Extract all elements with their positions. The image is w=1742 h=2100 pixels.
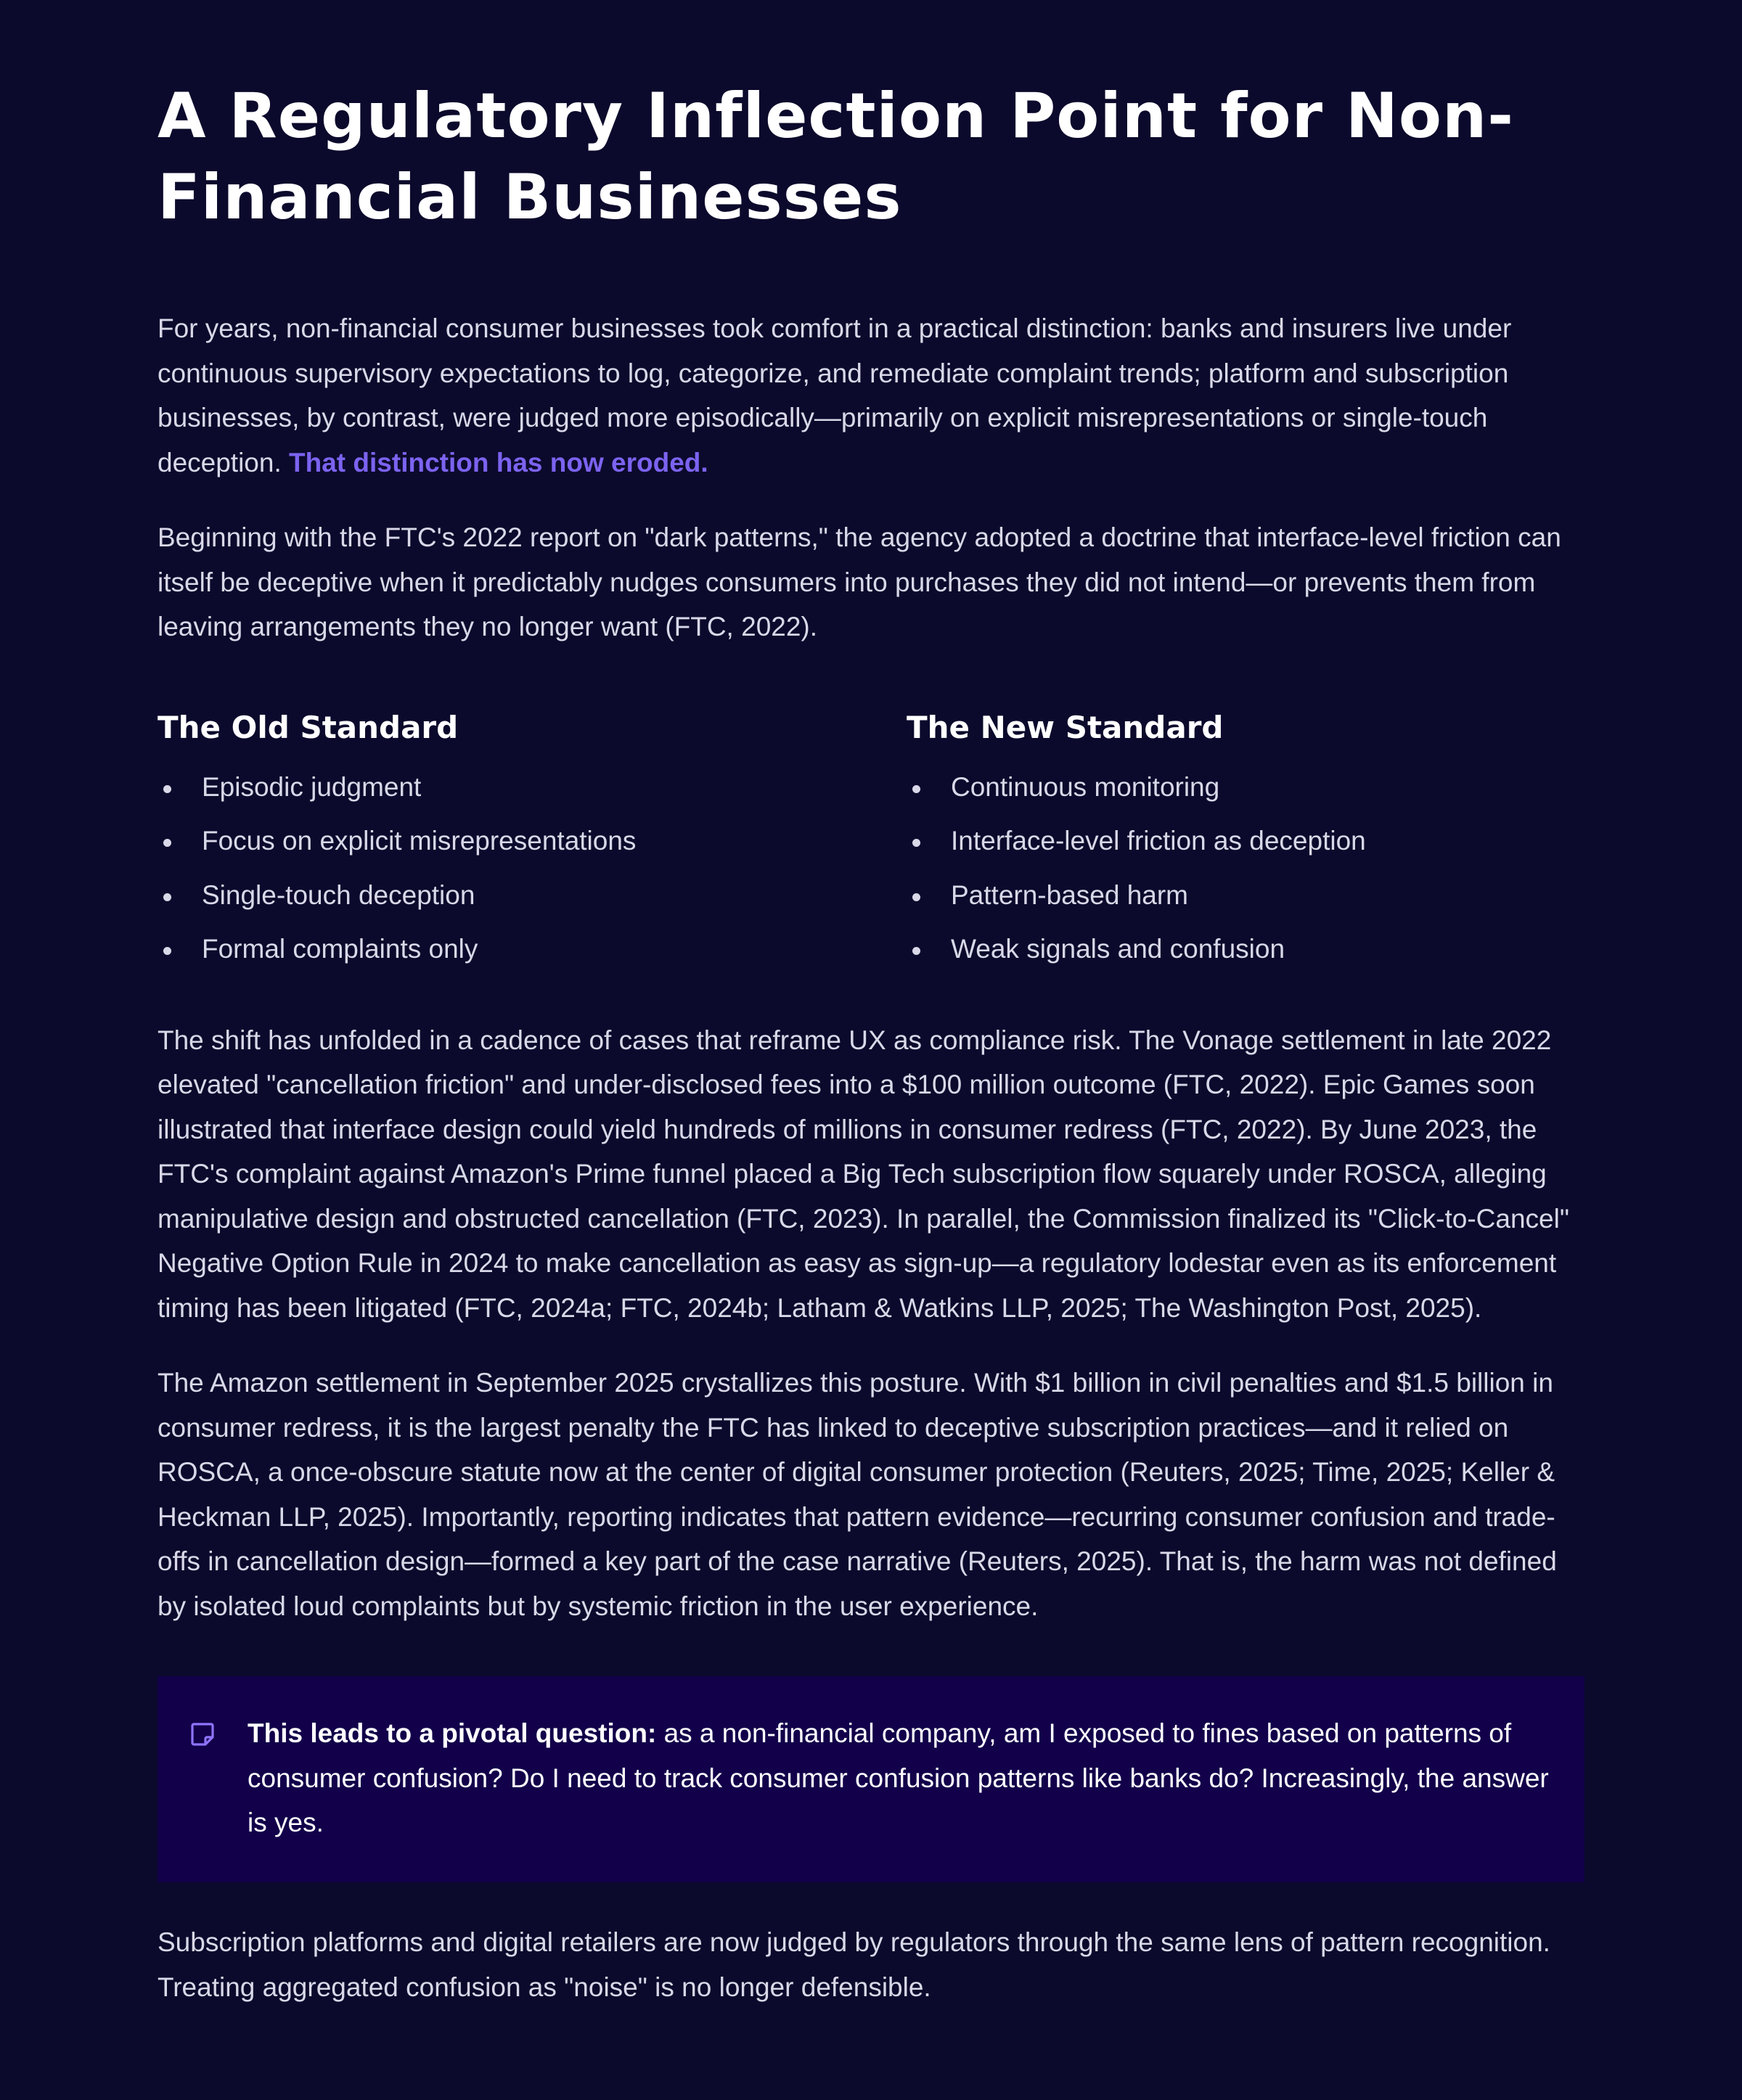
bullet-icon bbox=[163, 947, 171, 955]
intro-text: For years, non-financial consumer businesses took comfort in a practical distinction: banks and insurers live under continuous supervisory expectations to log, categorize, and remediate complaint trends; platform and subscription businesses, by contrast, were judged more episodically—primarily on explicit misrepresentations or single-touch deception. bbox=[158, 313, 1512, 477]
list-item bbox=[907, 877, 1584, 914]
bullet-icon bbox=[912, 839, 920, 847]
bullet-icon bbox=[912, 947, 920, 955]
bullet-icon bbox=[163, 839, 171, 847]
list-item-text: Interface-level friction as deception bbox=[951, 826, 1366, 856]
new-standard-list bbox=[907, 768, 1584, 969]
page-title: A Regulatory Inflection Point for Non-Financial Businesses bbox=[158, 80, 1514, 234]
list-item bbox=[158, 930, 907, 968]
list-item-text: Focus on explicit misrepresentations bbox=[202, 826, 637, 856]
list-item bbox=[907, 822, 1584, 860]
callout-text bbox=[248, 1711, 1553, 1845]
callout-lead: This leads to a pivotal question: bbox=[248, 1718, 657, 1748]
note-icon bbox=[189, 1721, 216, 1747]
standards-comparison bbox=[158, 707, 1584, 985]
bullet-icon bbox=[163, 893, 171, 901]
list-item bbox=[907, 768, 1584, 806]
amazon-settlement-paragraph: The Amazon settlement in September 2025 crystallizes this posture. With $1 billion in civil penalties and $1.5 billion in consumer redress, it is the largest penalty the FTC has linked to deceptive subscription practices—and it relied on ROSCA, a once-obscure statute now at the center of digital consumer protection (Reuters, 2025; Time, 2025; Keller & Heckman LLP, 2025). Importantly, reporting indicates that pattern evidence—recurring consumer confusion and trade-offs in cancellation design—formed a key part of the case narrative (Reuters, 2025). That is, the harm was not defined by isolated loud complaints but by systemic friction in the user experience. bbox=[158, 1368, 1557, 1621]
list-item-text: Weak signals and confusion bbox=[951, 934, 1285, 964]
case-history-paragraph: The shift has unfolded in a cadence of cases that reframe UX as compliance risk. The Vonage settlement in late 2022 elevated "cancellation friction" and under-disclosed fees into a $100 million outcome (FTC, 2022). Epic Games soon illustrated that interface design could yield hundreds of millions in consumer redress (FTC, 2022). By June 2023, the FTC's complaint against Amazon's Prime funnel placed a Big Tech subscription flow squarely under ROSCA, alleging manipulative design and obstructed cancellation (FTC, 2023). In parallel, the Commission finalized its "Click-to-Cancel" Negative Option Rule in 2024 to make cancellation as easy as sign-up—a regulatory lodestar even as its enforcement timing has been litigated (FTC, 2024a; FTC, 2024b; Latham & Watkins LLP, 2025; The Washington Post, 2025). bbox=[158, 1025, 1569, 1323]
list-item-text: Formal complaints only bbox=[202, 934, 478, 964]
bullet-icon bbox=[163, 785, 171, 793]
list-item bbox=[158, 877, 907, 914]
pivotal-question-callout bbox=[158, 1676, 1584, 1882]
old-standard-heading: The Old Standard bbox=[158, 709, 459, 745]
intro-paragraph bbox=[158, 306, 1584, 485]
list-item bbox=[907, 930, 1584, 968]
old-standard-column bbox=[158, 707, 907, 985]
list-item bbox=[158, 822, 907, 860]
list-item-text: Episodic judgment bbox=[202, 771, 422, 802]
bullet-icon bbox=[912, 785, 920, 793]
list-item-text: Continuous monitoring bbox=[951, 771, 1220, 802]
new-standard-column bbox=[907, 707, 1584, 985]
bullet-icon bbox=[912, 893, 920, 901]
list-item-text: Pattern-based harm bbox=[951, 879, 1189, 910]
list-item bbox=[158, 768, 907, 806]
conclusion-paragraph: Subscription platforms and digital retailers are now judged by regulators through the same lens of pattern recognition. Treating aggregated confusion as "noise" is no longer defensible. bbox=[158, 1927, 1550, 2002]
intro-highlight: That distinction has now eroded. bbox=[289, 447, 708, 477]
new-standard-heading: The New Standard bbox=[907, 709, 1224, 745]
old-standard-list bbox=[158, 768, 907, 969]
dark-patterns-paragraph: Beginning with the FTC's 2022 report on "dark patterns," the agency adopted a doctrine that interface-level friction can itself be deceptive when it predictably nudges consumers into purchases they did not intend—or prevents them from leaving arrangements they no longer want (FTC, 2022). bbox=[158, 522, 1561, 641]
callout-body: as a non-financial company, am I exposed to fines based on patterns of consumer confusion? Do I need to track consumer confusion patterns like banks do? Increasingly, the answer is yes. bbox=[248, 1718, 1549, 1837]
list-item-text: Single-touch deception bbox=[202, 879, 475, 910]
